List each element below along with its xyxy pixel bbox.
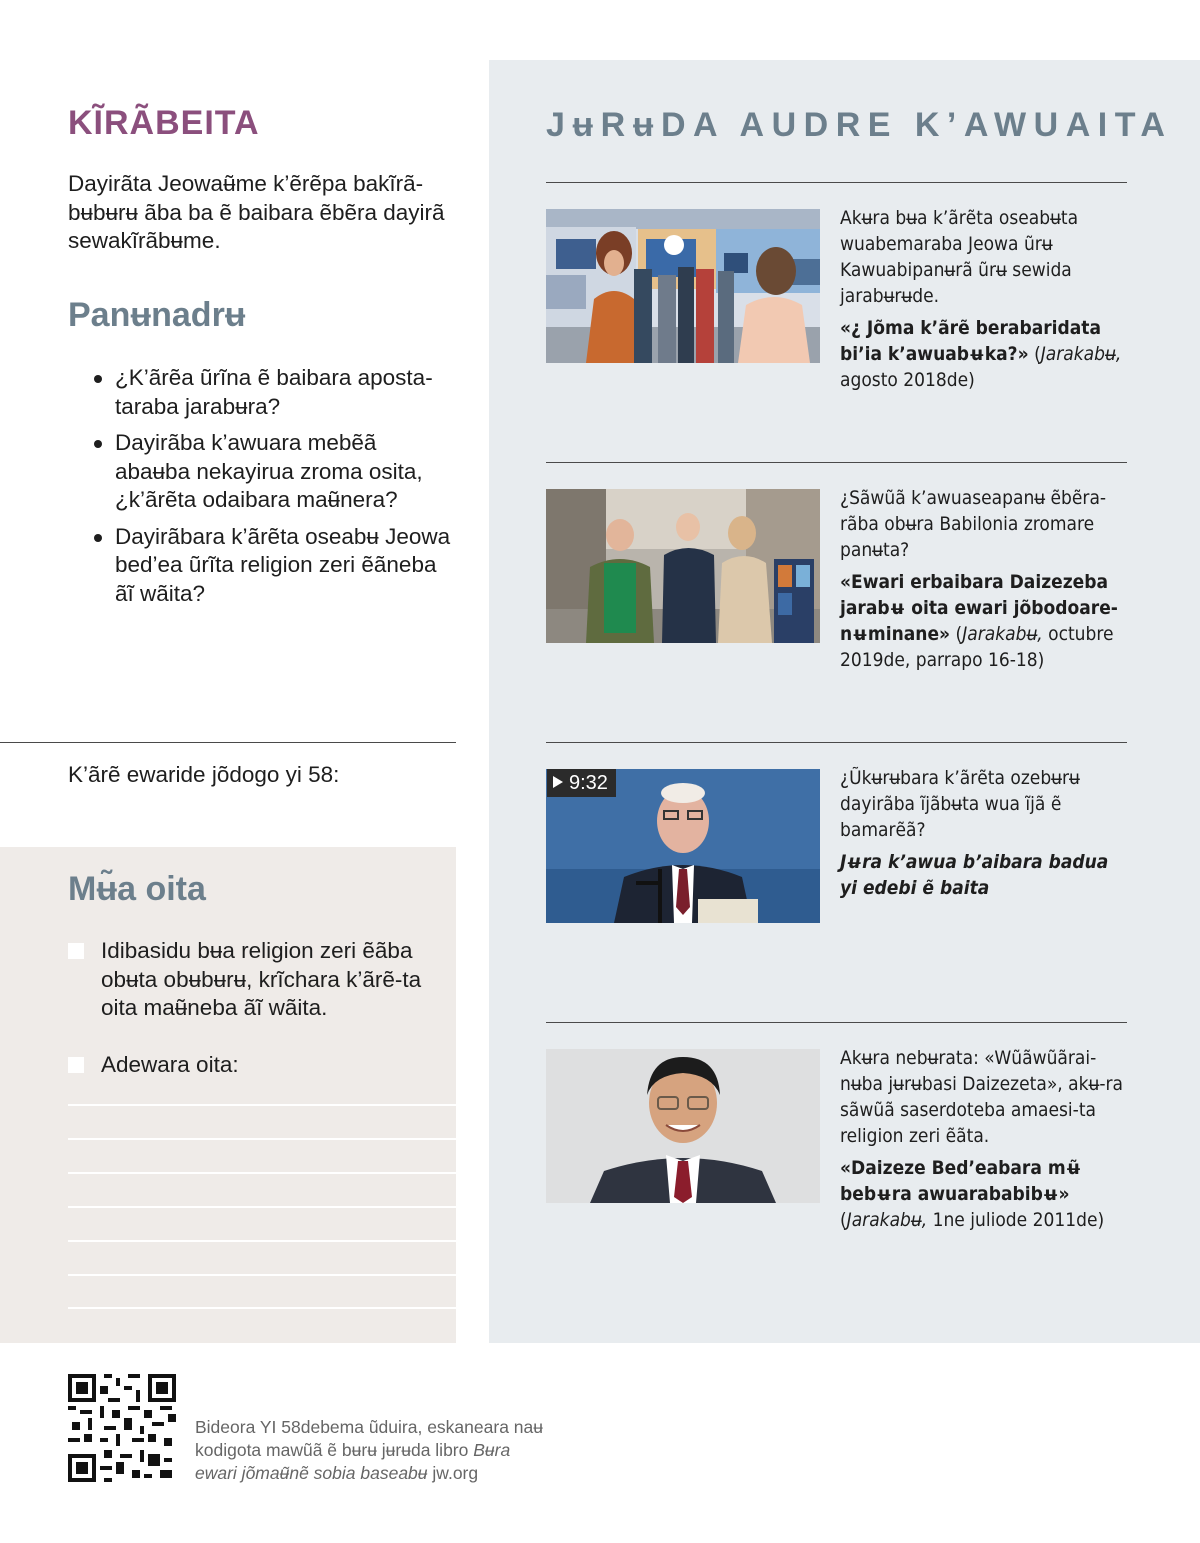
article-source-prefix: (: [950, 623, 963, 645]
website-link[interactable]: jw.org: [427, 1463, 479, 1483]
review-question: ¿K’ãrẽa ũrĩna ẽ baibara aposta-taraba jarabʉra?: [92, 364, 452, 421]
tryout-title: Mʉ̃a oita: [68, 870, 206, 908]
review-question: Dayirãba k’awuara mebẽã abaʉba nekayirua zroma osita, ¿k’ãrẽta odaibara maʉ̃nera?: [92, 429, 452, 515]
divider: [0, 742, 456, 743]
summary-title: KĨRÃBEITA: [68, 104, 260, 142]
review-questions: [92, 364, 452, 616]
article-reference[interactable]: [840, 1155, 1130, 1233]
article-source-date: agosto 2018de): [840, 369, 975, 391]
resource-item: [840, 1045, 1130, 1233]
task-checkbox[interactable]: [68, 943, 84, 959]
play-icon[interactable]: [553, 776, 563, 788]
divider: [546, 182, 1127, 183]
resource-description: Akʉra nebʉrata: «Wũãwũãrai-nʉba jʉrʉbasi Daizezeta», akʉ-ra sãwũã saserdoteba amaesi-ta religion zeri ẽãta.: [840, 1047, 1124, 1147]
article-source-publication: Jarakabʉ,: [1040, 343, 1122, 365]
qr-code[interactable]: [68, 1374, 176, 1482]
resource-item: [840, 765, 1130, 901]
review-title: Panʉnadrʉ: [68, 296, 246, 334]
resource-item: [840, 205, 1130, 393]
article-source-prefix: (: [840, 1209, 847, 1231]
video-title[interactable]: Jʉra k’awua b’aibara badua yi edebi ẽ baita: [840, 851, 1109, 899]
public-witnessing-image[interactable]: [546, 489, 820, 643]
article-source-prefix: (: [1028, 343, 1041, 365]
book-title: ewari jõmaʉ̃nẽ sobia baseabʉ: [195, 1463, 428, 1483]
writing-line[interactable]: [68, 1307, 456, 1309]
divider: [546, 462, 1127, 463]
video-duration-badge[interactable]: [547, 769, 616, 797]
writing-line[interactable]: [68, 1104, 456, 1106]
divider: [546, 1022, 1127, 1023]
article-source-publication: Jarakabʉ,: [846, 1209, 928, 1231]
resource-description: ¿Ũkʉrʉbara k’ãrẽta ozebʉrʉ dayirãba ĩjãbʉta wua ĩjã ẽ bamarẽã?: [840, 767, 1080, 841]
resource-description: Akʉra bʉa k’ãrẽta oseabʉta wuabemaraba Jeowa ũrʉ Kawuabipanʉrã ũrʉ sewida jarabʉrʉde.: [840, 207, 1079, 307]
writing-line[interactable]: [68, 1138, 456, 1140]
article-title[interactable]: «¿ Jõma k’ãrẽ berabaridata bi’ia k’awuabʉka?»: [840, 317, 1101, 365]
news-broadcast-image[interactable]: [546, 209, 820, 363]
video-duration: 9:32: [569, 772, 608, 794]
writing-line[interactable]: [68, 1206, 456, 1208]
task-text: Adewara oita:: [101, 1052, 239, 1077]
resource-item: [840, 485, 1130, 673]
footer-line: Bideora YI 58debema ũduira, eskaneara naʉ: [195, 1417, 543, 1437]
article-source-date: 1ne juliode 2011de): [927, 1209, 1105, 1231]
article-title[interactable]: «Ewari erbaibara Daizezeba jarabʉ oita ewari jõbodoare-nʉminane»: [840, 571, 1118, 645]
writing-line[interactable]: [68, 1172, 456, 1174]
summary-text: Dayirãta Jeowaʉ̃me k’ẽrẽpa bakĩrã-bʉbʉrʉ ãba ba ẽ baibara ẽbẽra dayirã sewakĩrãbʉme.: [68, 171, 445, 253]
article-source-date: octubre 2019de, parrapo 16-18): [840, 623, 1114, 671]
divider: [546, 742, 1127, 743]
explore-title: JʉRʉDA AUDRE K’AWUAITA: [546, 106, 1173, 144]
lesson-completion-note: K’ãrẽ ewaride jõdogo yi 58:: [68, 762, 340, 787]
article-source-publication: Jarakabʉ,: [962, 623, 1043, 645]
task-text: Idibasidu bʉa religion zeri ẽãba obʉta obʉbʉrʉ, krĩchara k’ãrẽ-ta oita maʉ̃neba ãĩ wãita.: [101, 938, 422, 1020]
portrait-image[interactable]: [546, 1049, 820, 1203]
article-title[interactable]: «Daizeze Bed’eabara mʉ̃ bebʉra awuarababibʉ»: [840, 1157, 1082, 1205]
article-reference[interactable]: [840, 315, 1130, 393]
tryout-box: [0, 847, 456, 1343]
book-title: Bʉra: [473, 1440, 511, 1460]
writing-line[interactable]: [68, 1240, 456, 1242]
footer-instructions: [195, 1416, 595, 1485]
article-reference[interactable]: [840, 569, 1130, 673]
review-question: Dayirãbara k’ãrẽta oseabʉ Jeowa bed’ea ũrĩta religion zeri ẽãneba ãĩ wãita?: [92, 523, 452, 609]
writing-line[interactable]: [68, 1274, 456, 1276]
resource-description: ¿Sãwũã k’awuaseapanʉ ẽbẽra-rãba obʉra Babilonia zromare panʉta?: [840, 487, 1107, 561]
task-checkbox[interactable]: [68, 1057, 84, 1073]
footer-line: kodigota mawũã ẽ bʉrʉ jʉrʉda libro: [195, 1440, 474, 1460]
